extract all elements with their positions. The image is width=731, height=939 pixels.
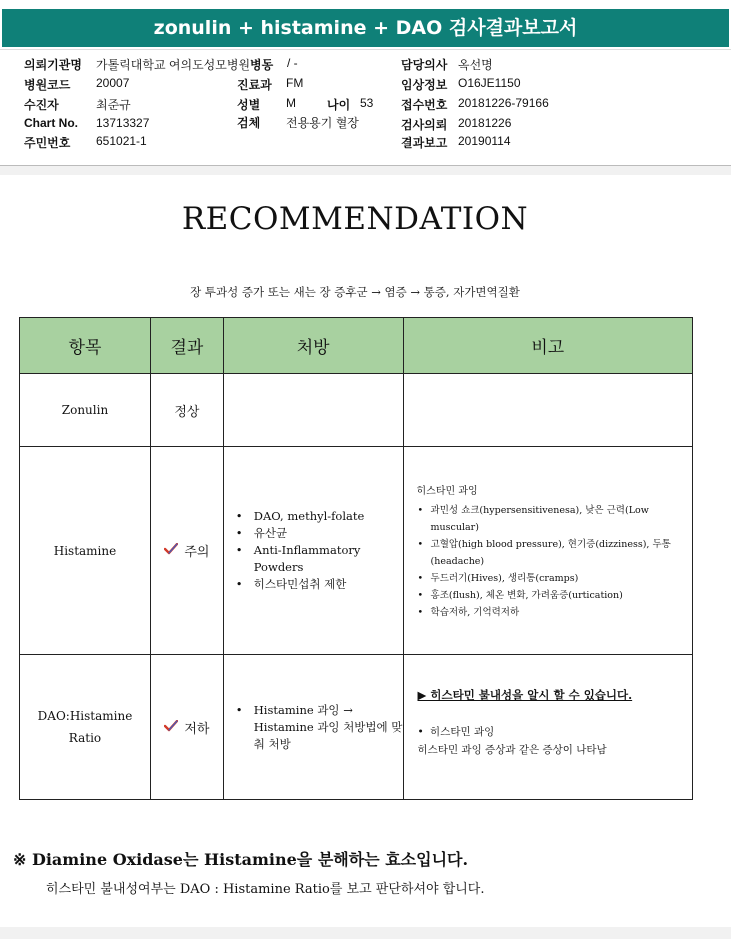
patient-value: 최준규 [96,98,131,112]
result-cell [150,447,223,655]
report-header [0,0,731,50]
prescription-list [224,508,403,593]
receipt-label: 접수번호 [401,98,448,112]
result-text: 주의 [184,545,210,560]
hospital-code-label: 병원코드 [24,78,71,92]
list-item: • 고혈압(high blood pressure), 현기증(dizziness), 두통(headache) [417,536,682,570]
column-header-item: 항목 [20,318,151,374]
intolerance-warning: ▶ 히스타민 불내성을 알시 할 수 있습니다. [417,688,633,702]
institution-label: 의뢰기관명 [24,58,82,72]
list-item: • 홍조(flush), 체온 변화, 가려움증(urtication) [417,587,682,604]
table-row-zonulin [20,374,693,447]
clinical-info-label: 임상정보 [401,78,448,92]
list-item: • DAO, methyl-folate [236,508,403,525]
request-value: 20181226 [458,116,512,130]
recommendation-title: RECOMMENDATION [181,201,529,237]
item-cell: DAO:Histamine Ratio [20,655,151,800]
report-title: zonulin + histamine + DAO 검사결과보고서 [2,9,729,47]
list-item: • 학습저하, 기억력저하 [417,604,682,621]
patient-label: 수진자 [24,98,59,112]
list-item: • 두드러기(Hives), 생리통(cramps) [417,570,682,587]
chart-label: Chart No. [24,116,78,130]
item-cell: Zonulin [20,374,151,447]
age-label: 나이 [327,98,351,112]
intolerance-detail [418,723,682,759]
report-date-label: 결과보고 [401,136,448,150]
list-item: • 유산균 [236,525,403,542]
patient-info-panel [0,50,731,166]
receipt-value: 20181226-79166 [458,96,549,110]
chart-value: 13713327 [96,116,150,130]
notes-cell [403,655,692,800]
ssn-label: 주민번호 [24,136,71,150]
result-text: 저하 [184,721,210,737]
table-row-histamine [20,447,693,655]
notes-cell [403,374,692,447]
institution-value: 가톨릭대학교 여의도성모병원 [96,58,251,72]
department-label: 진료과 [237,78,272,92]
column-header-prescription: 처방 [223,318,403,374]
clinical-info-value: O16JE1150 [458,76,521,90]
prescription-cell [223,447,403,655]
result-text: 정상 [174,404,200,420]
ward-label: 병동 [250,58,274,72]
prescription-cell [223,374,403,447]
ward-value: / - [287,56,298,70]
notes-heading: 히스타민 과잉 [416,486,478,497]
item-cell: Histamine [20,447,151,655]
recommendation-page [0,175,731,927]
recommendation-table [19,317,693,800]
table-header-row [20,318,693,374]
list-item: • Histamine 과잉 → Histamine 과잉 처방법에 맞춰 처방 [236,702,403,753]
specimen-label: 검체 [237,116,261,130]
column-header-notes: 비고 [403,318,692,374]
notes-block [404,479,692,625]
list-item: • 히스타민섭취 제한 [236,576,403,593]
detail-text: 히스타민 과잉 증상과 같은 증상이 나타남 [417,744,607,756]
checkmark-icon [164,543,178,558]
notes-cell [403,447,692,655]
request-label: 검사의뢰 [401,118,448,132]
list-item: • 과민성 쇼크(hypersensitivenesa), 낮은 근력(Low muscular) [417,502,682,536]
list-item: • Anti-Inflammatory Powders [236,542,403,576]
prescription-cell [223,655,403,800]
sex-label: 성별 [237,98,261,112]
notes-list [417,502,682,621]
department-value: FM [286,76,304,90]
age-value: 53 [360,96,374,110]
result-cell [150,374,223,447]
doctor-value: 옥선명 [458,58,493,72]
sex-value: M [286,96,296,110]
result-cell [150,655,223,800]
checkmark-icon [164,720,178,735]
footer-subnote: 히스타민 불내성여부는 DAO : Histamine Ratio를 보고 판단하셔야 합니다. [46,882,485,897]
recommendation-subtitle: 장 투과성 증가 또는 새는 장 증후군 → 염증 → 통증, 자가면역질환 [190,285,520,299]
hospital-code-value: 20007 [96,76,130,90]
table-row-dao-ratio [20,655,693,800]
column-header-result: 결과 [150,318,223,374]
prescription-list [224,702,403,753]
detail-heading: • 히스타민 과잉 [417,726,495,738]
footer-note: ※ Diamine Oxidase는 Histamine을 분해하는 효소입니다. [13,850,469,869]
specimen-value: 전용용기 혈장 [286,116,359,130]
doctor-label: 담당의사 [401,58,448,72]
report-date-value: 20190114 [458,134,511,148]
ssn-value: 651021-1 [96,134,147,148]
